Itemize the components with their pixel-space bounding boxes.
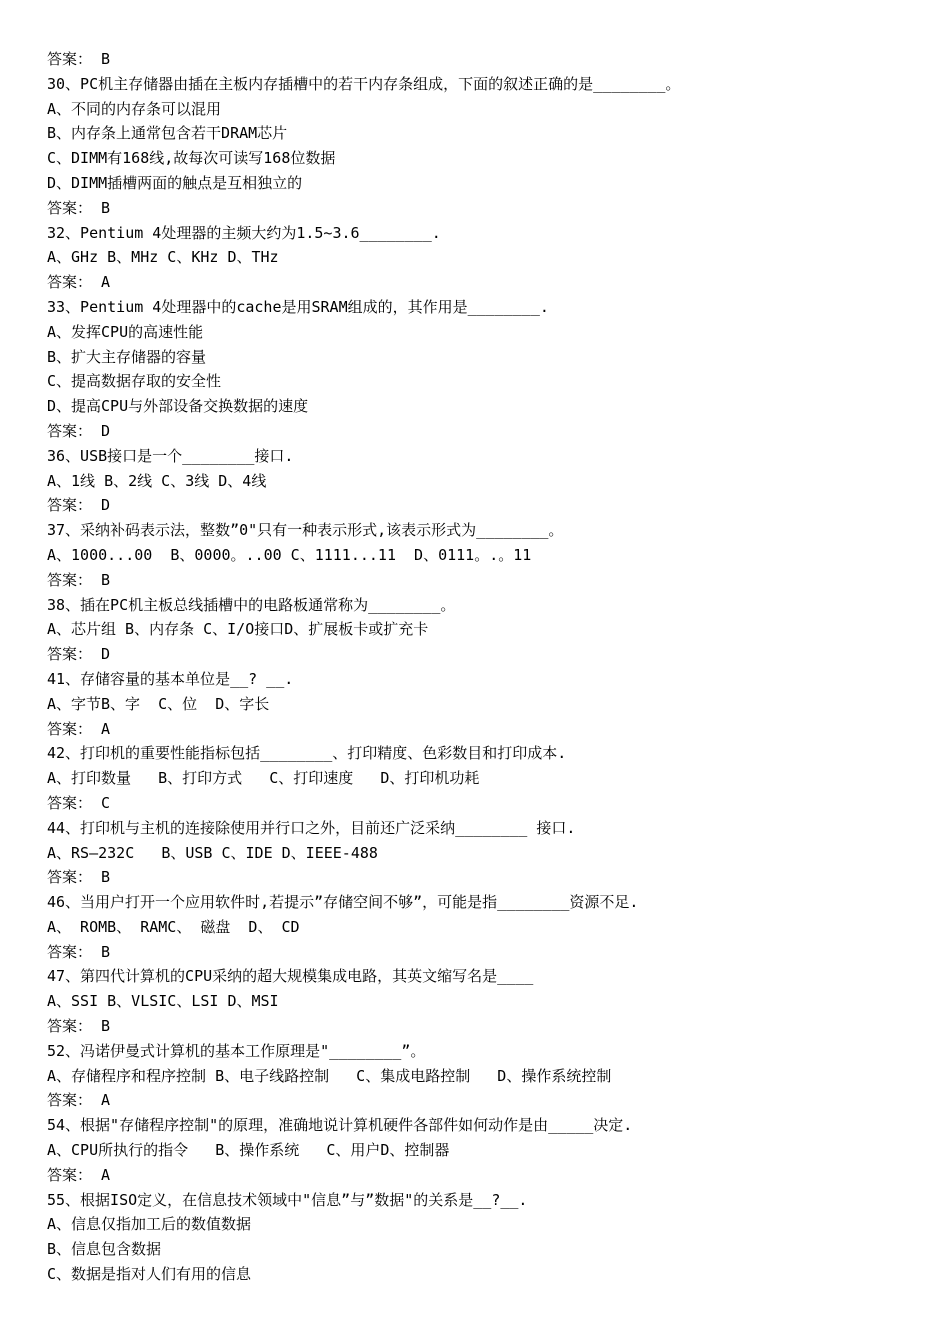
text-line: A、 ROMB、 RAMC、 磁盘 D、 CD bbox=[47, 917, 300, 936]
text-line: 答案： D bbox=[47, 645, 111, 664]
text-line: A、1线 B、2线 C、3线 D、4线 bbox=[47, 471, 267, 490]
text-line: 答案： B bbox=[47, 198, 111, 217]
text-line: 答案： B bbox=[47, 50, 111, 68]
text-line: A、CPU所执行的指令 B、操作系统 C、用户D、控制器 bbox=[47, 1141, 450, 1160]
text-line: C、DIMM有168线,故每次可读写168位数据 bbox=[47, 149, 336, 168]
text-line: A、芯片组 B、内存条 C、I/O接口D、扩展板卡或扩充卡 bbox=[47, 620, 429, 639]
text-line: 答案： A bbox=[47, 1165, 111, 1184]
text-line: A、发挥CPU的高速性能 bbox=[47, 322, 204, 341]
document-body bbox=[47, 47, 927, 1287]
text-line: 答案： B bbox=[47, 1017, 111, 1036]
text-line: A、打印数量 B、打印方式 C、打印速度 D、打印机功耗 bbox=[47, 769, 480, 788]
text-line: A、SSI B、VLSIC、LSI D、MSI bbox=[47, 992, 279, 1011]
text-line: 答案： A bbox=[47, 719, 111, 738]
text-line: B、内存条上通常包含若干DRAM芯片 bbox=[47, 124, 288, 143]
text-line: D、提高CPU与外部设备交换数据的速度 bbox=[47, 397, 309, 416]
text-line: 30、PC机主存储器由插在主板内存插槽中的若干内存条组成，下面的叙述正确的是________。 bbox=[47, 74, 681, 93]
text-line: 答案： B bbox=[47, 868, 111, 887]
text-line: B、信息包含数据 bbox=[47, 1240, 162, 1259]
text-line: A、RS—232C B、USB C、IDE D、IEEE-488 bbox=[47, 843, 378, 862]
text-line: 46、当用户打开一个应用软件时,若提示”存储空间不够”，可能是指________资源不足. bbox=[47, 893, 639, 912]
text-line: A、1000...00 B、0000。..00 C、1111...11 D、0111。.。11 bbox=[47, 545, 532, 564]
text-line: B、扩大主存储器的容量 bbox=[47, 347, 207, 366]
text-line: 55、根据ISO定义，在信息技术领域中"信息”与”数据"的关系是__?__. bbox=[47, 1190, 528, 1209]
text-line: 33、Pentium 4处理器中的cache是用SRAM组成的，其作用是________. bbox=[47, 297, 549, 316]
text-line: 答案： D bbox=[47, 421, 111, 440]
text-line: 37、采纳补码表示法，整数”0"只有一种表示形式,该表示形式为________。 bbox=[47, 521, 564, 540]
text-line: 36、USB接口是一个________接口. bbox=[47, 446, 294, 465]
text-line: 答案： B bbox=[47, 570, 111, 589]
text-line: D、DIMM插槽两面的触点是互相独立的 bbox=[47, 173, 303, 192]
text-line: 38、插在PC机主板总线插槽中的电路板通常称为________。 bbox=[47, 595, 456, 614]
text-line: 47、第四代计算机的CPU采纳的超大规模集成电路，其英文缩写名是____ bbox=[47, 967, 534, 986]
text-line: 44、打印机与主机的连接除使用并行口之外，目前还广泛采纳________ 接口. bbox=[47, 818, 576, 837]
text-line: 答案： D bbox=[47, 496, 111, 515]
text-line: 42、打印机的重要性能指标包括________、打印精度、色彩数目和打印成本. bbox=[47, 744, 567, 763]
text-line: A、不同的内存条可以混用 bbox=[47, 99, 222, 118]
text-line: A、GHz B、MHz C、KHz D、THz bbox=[47, 248, 279, 267]
text-line: 答案： A bbox=[47, 1091, 111, 1110]
text-line: 52、冯诺伊曼式计算机的基本工作原理是"________”。 bbox=[47, 1041, 426, 1060]
text-line: 32、Pentium 4处理器的主频大约为1.5~3.6________. bbox=[47, 223, 441, 242]
text-line: A、存储程序和程序控制 B、电子线路控制 C、集成电路控制 D、操作系统控制 bbox=[47, 1066, 612, 1085]
text-line: C、提高数据存取的安全性 bbox=[47, 372, 222, 391]
text-line: A、信息仅指加工后的数值数据 bbox=[47, 1215, 252, 1234]
text-line: 答案： B bbox=[47, 942, 111, 961]
text-line: 答案： A bbox=[47, 273, 111, 292]
text-line: 答案： C bbox=[47, 793, 111, 812]
text-line: 41、存储容量的基本单位是__? __. bbox=[47, 669, 294, 688]
text-line: C、数据是指对人们有用的信息 bbox=[47, 1265, 252, 1284]
text-line: A、字节B、字 C、位 D、字长 bbox=[47, 694, 270, 713]
text-line: 54、根据"存储程序控制"的原理，准确地说计算机硬件各部件如何动作是由_____决定. bbox=[47, 1116, 633, 1135]
